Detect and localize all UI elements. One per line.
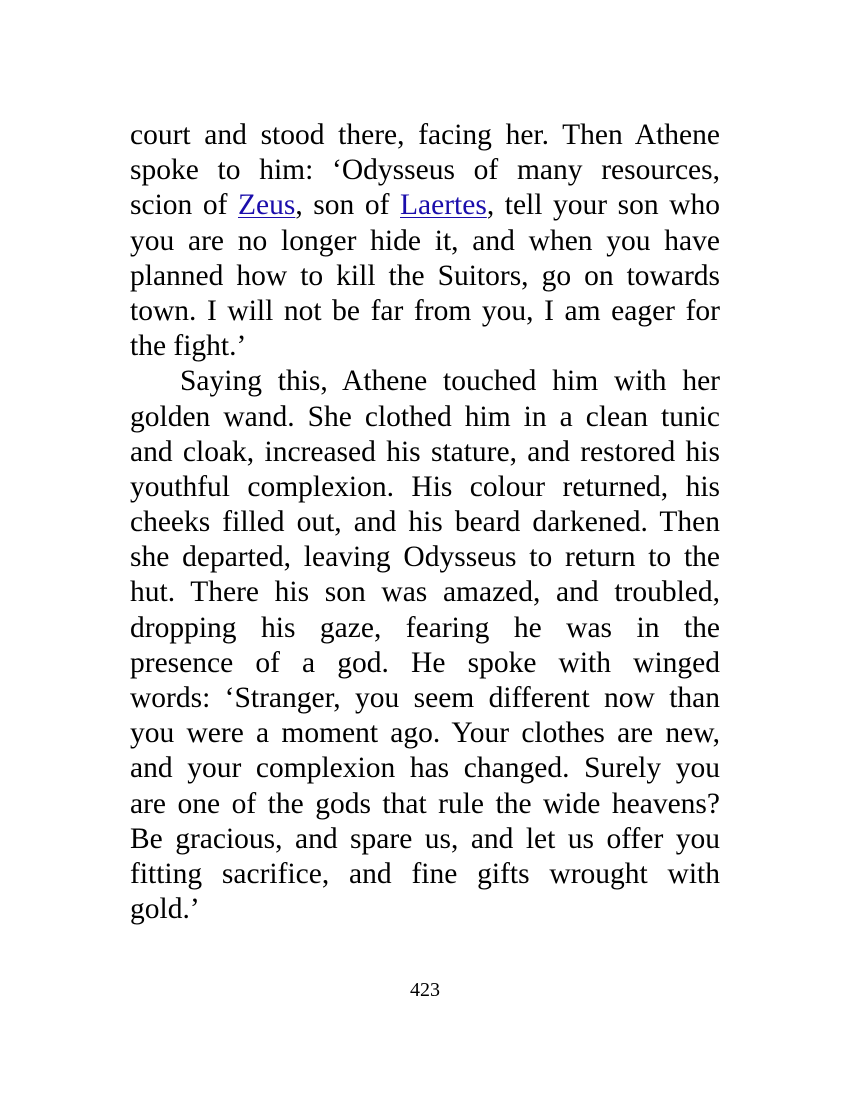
text-line: hut. There his son was amazed, and troubled, (130, 576, 720, 609)
page-number: 423 (410, 979, 440, 1001)
text-line: and cloak, increased his stature, and restored his (130, 435, 720, 468)
text-fragment: scion of (130, 189, 238, 222)
text-line: presence of a god. He spoke with winged (130, 646, 720, 679)
laertes-link[interactable]: Laertes (400, 189, 487, 222)
text-line: court and stood there, facing her. Then Athene (130, 119, 720, 151)
text-line: Saying this, Athene touched him with her (180, 365, 720, 398)
zeus-link[interactable]: Zeus (238, 189, 296, 222)
text-line: are one of the gods that rule the wide heavens? (130, 787, 720, 820)
body-text (130, 118, 720, 927)
text-line: cheeks filled out, and his beard darkened. Then (130, 506, 720, 539)
text-line: fitting sacrifice, and fine gifts wrought with (130, 857, 720, 890)
text-line: dropping his gaze, fearing he was in the (130, 611, 720, 644)
text-line: gold.’ (130, 893, 200, 926)
text-line: you are no longer hide it, and when you have (130, 224, 720, 257)
text-line: Be gracious, and spare us, and let us offer you (130, 822, 720, 855)
text-fragment: , son of (295, 189, 400, 222)
text-line: you were a moment ago. Your clothes are new, (130, 717, 720, 750)
text-fragment: , tell your son who (486, 189, 721, 222)
text-line: and your complexion has changed. Surely you (130, 752, 720, 785)
text-line (130, 188, 720, 223)
text-line: town. I will not be far from you, I am eager for (130, 294, 720, 327)
text-line: golden wand. She clothed him in a clean tunic (130, 400, 720, 433)
text-line: the fight.’ (130, 330, 247, 363)
text-line: spoke to him: ‘Odysseus of many resources, (130, 154, 720, 187)
text-line: words: ‘Stranger, you seem different now than (130, 682, 720, 714)
text-line: she departed, leaving Odysseus to return to the (130, 541, 720, 574)
text-line: youthful complexion. His colour returned, his (130, 470, 720, 503)
text-line: planned how to kill the Suitors, go on towards (130, 259, 720, 292)
